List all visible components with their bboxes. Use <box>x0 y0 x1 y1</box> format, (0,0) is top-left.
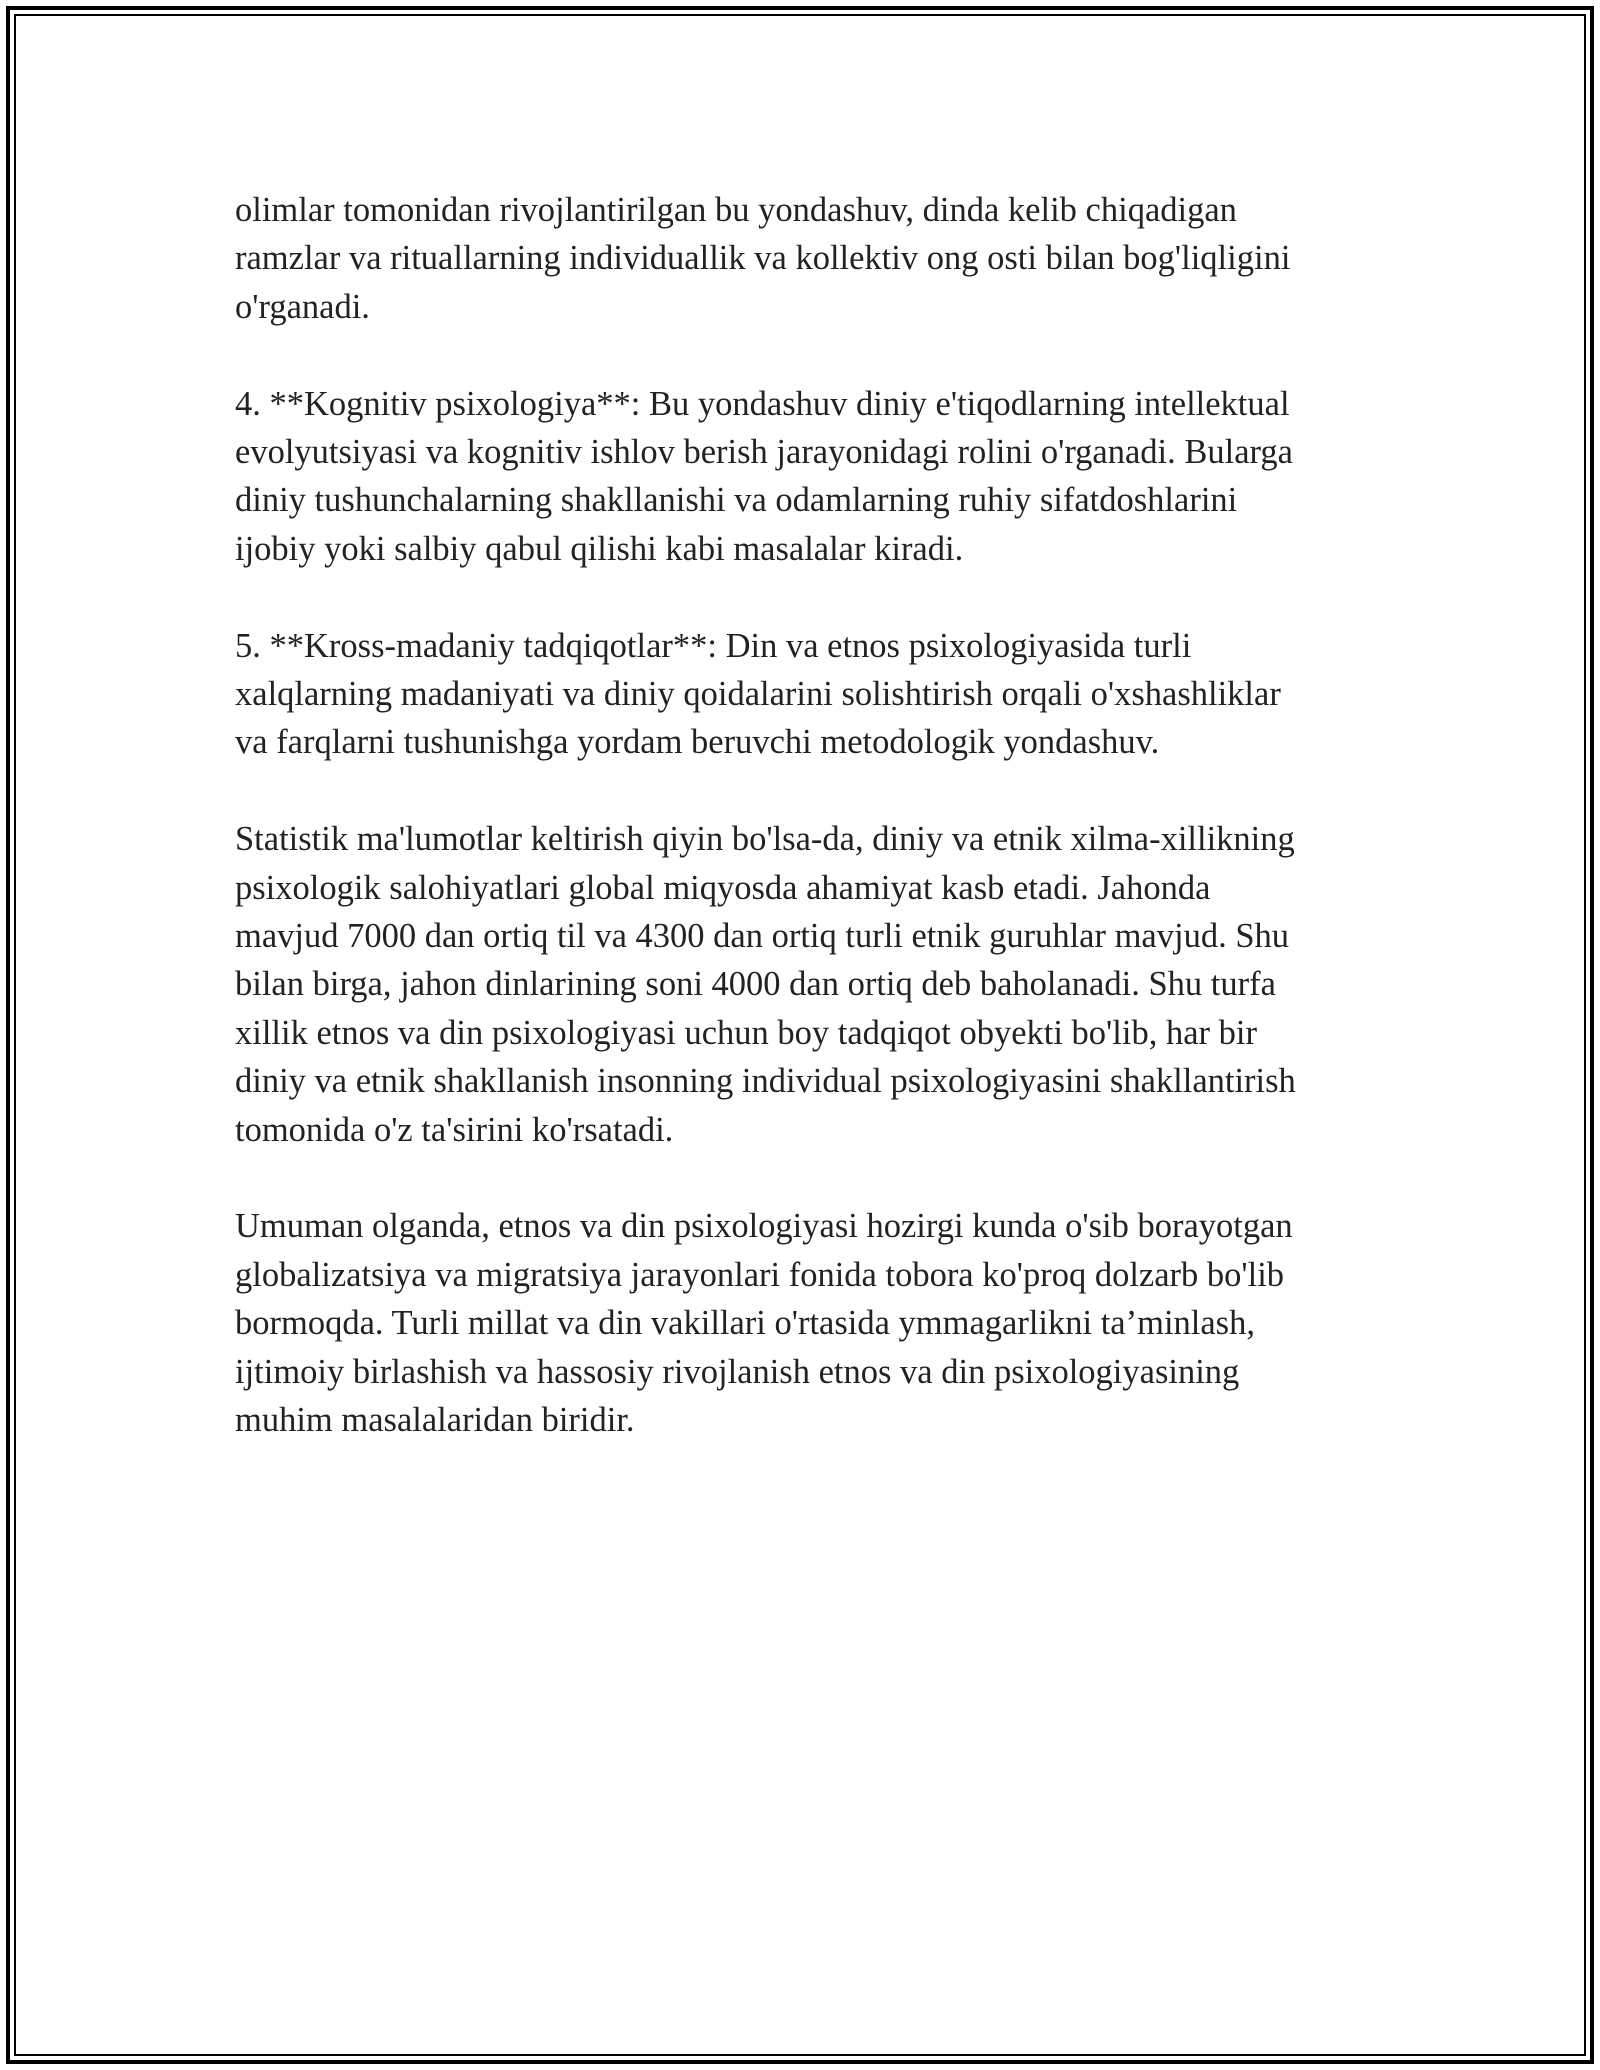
paragraph-cross-cultural-research: 5. **Kross-madaniy tadqiqotlar**: Din va etnos psixologiyasida turli xalqlarning madaniyati va diniy qoidalarini solishtirish orqali o'xshashliklar va farqlarni tushunishga yordam beruvchi metodologik yondashuv. <box>235 626 1281 762</box>
paragraph-conclusion: Umuman olganda, etnos va din psixologiyasi hozirgi kunda o'sib borayotgan globalizatsiya va migratsiya jarayonlari fonida tobora ko'proq dolzarb bo'lib bormoqda. Turli millat va din vakillari o'rtasida ymmagarlikni ta’minlash, ijtimoiy birlashish va hassosiy rivojlanish etnos va din psixologiyasining muhim masalalaridan biridir. <box>235 1207 1293 1440</box>
paragraph-cognitive-psychology: 4. **Kognitiv psixologiya**: Bu yondashuv diniy e'tiqodlarning intellektual evolyutsiyasi va kognitiv ishlov berish jarayonidagi rolini o'rganadi. Bularga diniy tushunchalarning shakllanishi va odamlarning ruhiy sifatdoshlarini ijobiy yoki salbiy qabul qilishi kabi masalalar kiradi. <box>235 384 1293 568</box>
paragraph-intro-continuation: olimlar tomonidan rivojlantirilgan bu yondashuv, dinda kelib chiqadigan ramzlar va rituallarning individuallik va kollektiv ong osti bilan bog'liqligini o'rganadi. <box>235 191 1291 326</box>
paragraph-statistics: Statistik ma'lumotlar keltirish qiyin bo'lsa-da, diniy va etnik xilma-xillikning psixologik salohiyatlari global miqyosda ahamiyat kasb etadi. Jahonda mavjud 7000 dan ortiq til va 4300 dan ortiq turli etnik guruhlar mavjud. Shu bilan birga, jahon dinlarining soni 4000 dan ortiq deb baholanadi. Shu turfa xillik etnos va din psixologiyasi uchun boy tadqiqot obyekti bo'lib, har bir diniy va etnik shakllanish insonning individual psixologiyasini shakllantirish tomonida o'z ta'sirini ko'rsatadi. <box>235 820 1296 1149</box>
document-body <box>235 186 1375 1493</box>
